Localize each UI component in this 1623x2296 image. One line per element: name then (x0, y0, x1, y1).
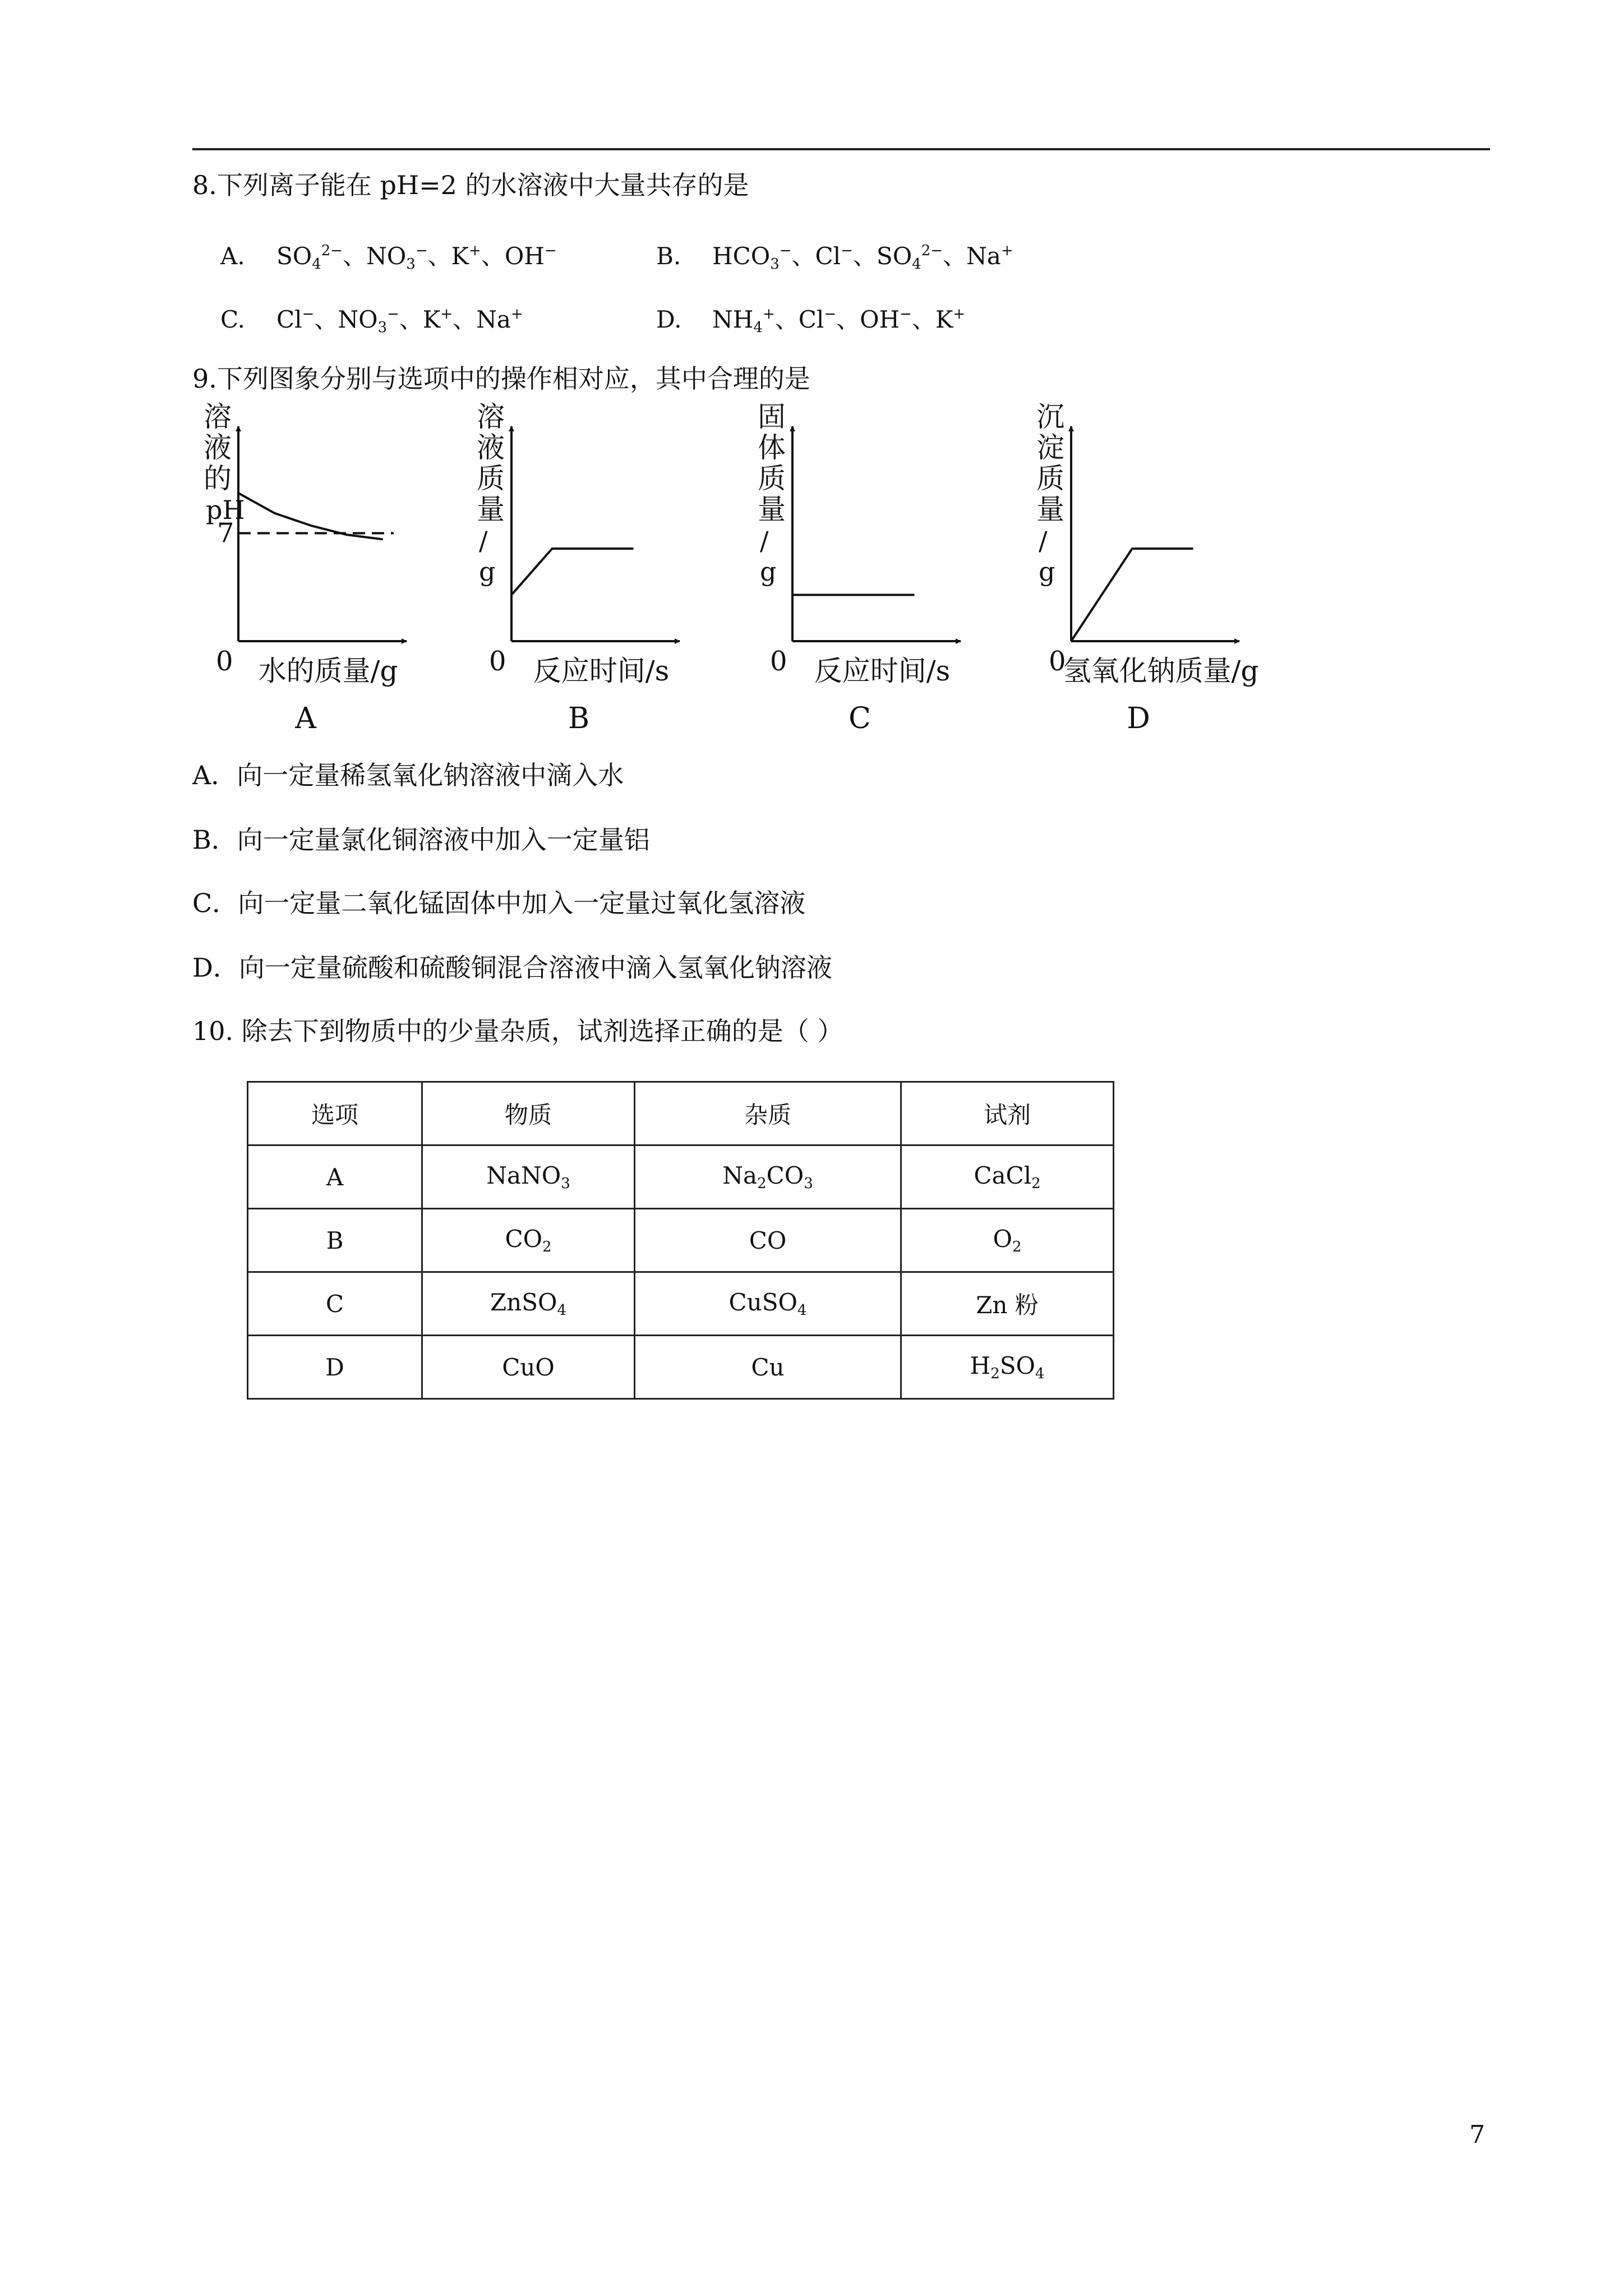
y-axis-label: g (760, 556, 777, 587)
q10-table (247, 1081, 1114, 1400)
y-axis-label: g (1039, 556, 1055, 587)
q9-option-b[interactable]: B．向一定量氯化铜溶液中加入一定量铝 (192, 825, 650, 855)
q8-stem: 8.下列离子能在 pH=2 的水溶液中大量共存的是 (192, 170, 749, 200)
y-axis-label: 的 (204, 462, 232, 495)
y-axis-label: 固 (758, 401, 786, 433)
y-axis-label: pH (206, 495, 245, 525)
table-cell: NaNO$_3$ (422, 1145, 635, 1209)
table-cell: $Na_2CO_3$ (635, 1145, 901, 1209)
origin-label: 0 (489, 646, 506, 677)
chart-letter: B (568, 702, 590, 735)
q9-charts-svg (185, 401, 1307, 752)
series-line (511, 549, 634, 595)
q8-option-a[interactable] (220, 234, 557, 281)
y-axis-label: 量 (758, 493, 786, 526)
x-axis-label: 反应时间/s (533, 655, 670, 687)
y-axis-label: 质 (758, 462, 786, 495)
table-cell: $CO_2$ (422, 1209, 635, 1272)
page-number: 7 (1469, 2120, 1485, 2149)
origin-label: 0 (770, 646, 787, 677)
table-cell: Zn 粉 (901, 1272, 1114, 1336)
header-rule (192, 148, 1490, 150)
option-letter: D. (656, 306, 682, 333)
table-cell: D (248, 1336, 422, 1399)
y-axis-label: 量 (1036, 493, 1064, 526)
y-axis-label: 量 (477, 493, 505, 526)
tick-label: 7 (217, 517, 234, 549)
table-cell: CaCl$_2$ (901, 1145, 1114, 1209)
q9-option-d[interactable]: D．向一定量硫酸和硫酸铜混合溶液中滴入氢氧化钠溶液 (192, 953, 832, 983)
q8-option-d[interactable] (656, 297, 965, 344)
option-ions: Cl−、$NO_3^-$、K+、Na+ (276, 306, 523, 336)
table-header-cell: 选项 (248, 1082, 422, 1145)
chart-letter: C (849, 702, 871, 735)
y-axis-label: 液 (477, 431, 505, 464)
table-header-cell: 物质 (422, 1082, 635, 1145)
q9-option-a[interactable]: A．向一定量稀氢氧化钠溶液中滴入水 (192, 760, 624, 790)
y-axis-label: / (479, 526, 488, 556)
q9-stem: 9.下列图象分别与选项中的操作相对应，其中合理的是 (192, 364, 810, 394)
table-cell: $O_2$ (901, 1209, 1114, 1272)
q10-stem: 10. 除去下到物质中的少量杂质，试剂选择正确的是（ ） (192, 1016, 843, 1046)
table-cell: C (248, 1272, 422, 1336)
chart-letter: D (1127, 702, 1150, 735)
table-cell: $H_2SO_4$ (901, 1336, 1114, 1399)
table-cell: CuO (422, 1336, 635, 1399)
y-axis-label: 体 (758, 431, 786, 464)
option-letter: A. (220, 242, 245, 270)
table-cell: CO (635, 1209, 901, 1272)
table-cell: ZnSO$_4$ (422, 1272, 635, 1336)
option-ions: $NH_4^+$、Cl−、OH−、K+ (712, 306, 966, 336)
q8-option-c[interactable] (220, 297, 523, 344)
table-row[interactable] (248, 1209, 1114, 1272)
table-row[interactable] (248, 1272, 1114, 1336)
chart-letter: A (295, 702, 316, 735)
table-header-cell: 试剂 (901, 1082, 1114, 1145)
y-axis-label: / (760, 526, 769, 556)
table-cell: Cu (635, 1336, 901, 1399)
table-cell: CuSO$_4$ (635, 1272, 901, 1336)
y-axis-label: 溶 (477, 401, 505, 433)
option-letter: C. (220, 306, 245, 333)
y-axis-label: / (1039, 526, 1048, 556)
table-row[interactable] (248, 1336, 1114, 1399)
table-header-row (248, 1082, 1114, 1145)
table-row[interactable] (248, 1145, 1114, 1209)
q9-charts (185, 401, 1307, 752)
y-axis-label: 溶 (204, 401, 232, 433)
y-axis-label: 沉 (1036, 401, 1064, 433)
q8-option-b[interactable] (656, 234, 1013, 281)
x-axis-label: 反应时间/s (814, 655, 951, 687)
table-cell: B (248, 1209, 422, 1272)
table-cell: A (248, 1145, 422, 1209)
y-axis-label: 淀 (1036, 431, 1064, 464)
y-axis-label: g (479, 556, 496, 587)
table-header-cell: 杂质 (635, 1082, 901, 1145)
y-axis-label: 液 (204, 431, 232, 464)
x-axis-label: 水的质量/g (258, 655, 398, 687)
origin-label: 0 (216, 646, 233, 677)
option-ions: $SO_4^{2-}$、$NO_3^-$、K+、OH− (276, 242, 557, 273)
option-letter: B. (656, 242, 681, 270)
x-axis-label: 氢氧化钠质量/g (1063, 655, 1259, 687)
q9-option-c[interactable]: C．向一定量二氧化锰固体中加入一定量过氧化氢溶液 (192, 888, 806, 918)
y-axis-label: 质 (477, 462, 505, 495)
option-ions: $HCO_3^-$、Cl−、$SO_4^{2-}$、Na+ (712, 242, 1013, 273)
series-line (1071, 549, 1193, 641)
origin-label: 0 (1049, 646, 1066, 677)
y-axis-label: 质 (1036, 462, 1064, 495)
